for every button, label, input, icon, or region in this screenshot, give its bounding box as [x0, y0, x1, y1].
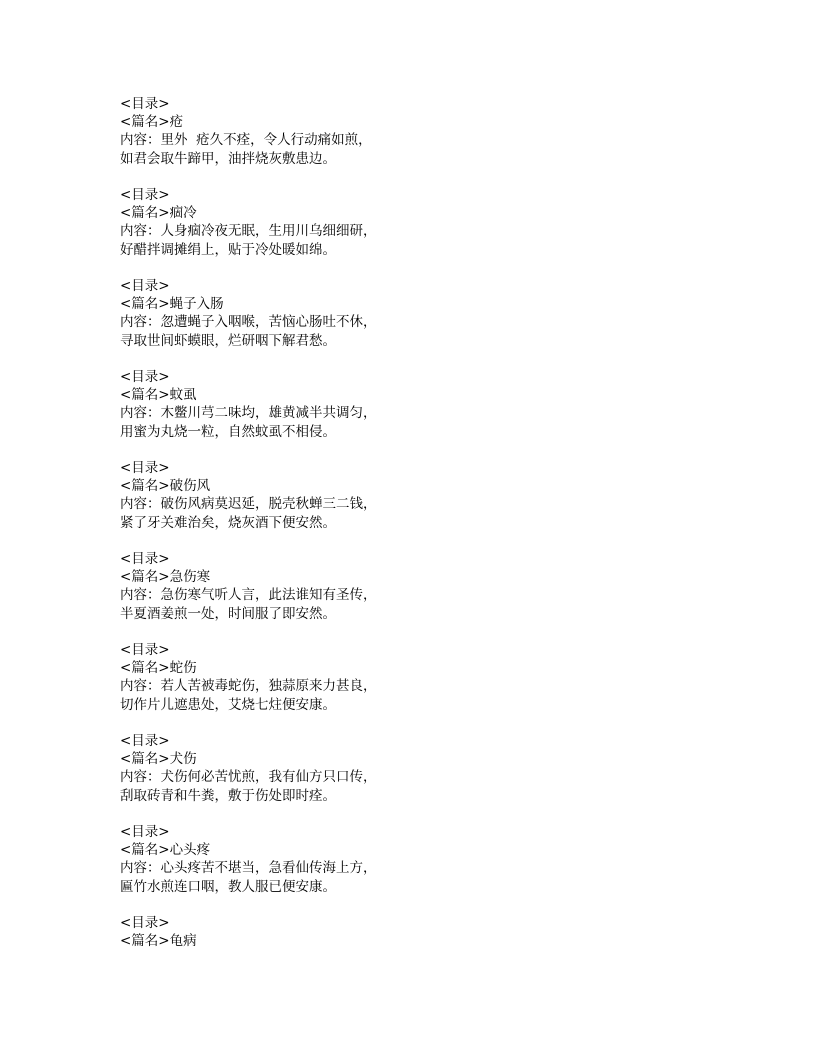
- entry-content-line: [120, 696, 720, 714]
- toc-marker: <目录>: [120, 187, 170, 203]
- entry-content-line: [120, 859, 720, 877]
- entry-title-line: [120, 386, 720, 404]
- entry-title: 急伤寒: [169, 569, 211, 586]
- entry-content-line: [120, 768, 720, 786]
- toc-marker: <目录>: [120, 369, 170, 385]
- entry-content-line: [120, 241, 720, 259]
- entry-block: [120, 550, 720, 623]
- entry-title-line: [120, 750, 720, 768]
- title-prefix: <篇名>: [120, 478, 170, 495]
- content-text: 急伤寒气听人言，此法谁知有圣传，: [160, 587, 377, 604]
- title-prefix: <篇名>: [120, 296, 170, 313]
- entry-block: [120, 95, 720, 168]
- entry-block: [120, 368, 720, 441]
- entry-title: 痼冷: [169, 205, 197, 222]
- entry-title: 破伤风: [169, 478, 211, 495]
- entry-block: [120, 823, 720, 896]
- entry-block: [120, 186, 720, 259]
- entry-title-line: [120, 477, 720, 495]
- content-text: 若人苦被毒蛇伤，独蒜原来力甚良，: [160, 678, 377, 695]
- toc-marker: <目录>: [120, 733, 170, 749]
- title-prefix: <篇名>: [120, 205, 170, 222]
- title-prefix: <篇名>: [120, 842, 170, 859]
- entry-title: 龟病: [169, 933, 197, 950]
- title-prefix: <篇名>: [120, 751, 170, 768]
- content-text: 寻取世间虾蟆眼，烂研咽下解君愁。: [120, 332, 336, 349]
- content-prefix: 内容：: [120, 223, 161, 240]
- entry-block: [120, 914, 720, 950]
- content-text: 里外 疮久不痊，令人行动痛如煎，: [160, 132, 372, 149]
- content-text: 木鳖川芎二味均，雄黄减半共调匀，: [160, 405, 377, 422]
- entry-content-line: [120, 495, 720, 513]
- toc-marker: <目录>: [120, 460, 170, 476]
- entry-title-line: [120, 204, 720, 222]
- entry-title: 蚊虱: [169, 387, 197, 404]
- content-prefix: 内容：: [120, 769, 161, 786]
- content-prefix: 内容：: [120, 678, 161, 695]
- entry-content-line: [120, 677, 720, 695]
- content-text: 刮取砖青和牛粪，敷于伤处即时痊。: [120, 787, 336, 804]
- toc-marker: <目录>: [120, 642, 170, 658]
- entry-title: 心头疼: [169, 842, 211, 859]
- entry-content-line: [120, 514, 720, 532]
- entry-content-line: [120, 423, 720, 441]
- content-text: 匾竹水煎连口咽，教人服已便安康。: [120, 878, 336, 895]
- entry-block: [120, 277, 720, 350]
- toc-marker: <目录>: [120, 551, 170, 567]
- entry-title-line: [120, 841, 720, 859]
- content-prefix: 内容：: [120, 860, 161, 877]
- entry-title: 犬伤: [169, 751, 197, 768]
- document-page: [120, 95, 720, 969]
- content-text: 切作片儿遮患处，艾烧七炷便安康。: [120, 696, 336, 713]
- content-text: 忽遭蝇子入咽喉，苦恼心肠吐不休，: [160, 314, 377, 331]
- title-prefix: <篇名>: [120, 933, 170, 950]
- entry-title: 蛇伤: [169, 660, 197, 677]
- toc-marker: <目录>: [120, 915, 170, 931]
- entry-block: [120, 641, 720, 714]
- entry-title: 疮: [169, 114, 184, 131]
- entry-content-line: [120, 586, 720, 604]
- entry-content-line: [120, 131, 720, 149]
- title-prefix: <篇名>: [120, 114, 170, 131]
- entry-title-line: [120, 932, 720, 950]
- entry-title-line: [120, 295, 720, 313]
- content-prefix: 内容：: [120, 132, 161, 149]
- title-prefix: <篇名>: [120, 387, 170, 404]
- content-text: 紧了牙关难治矣，烧灰酒下便安然。: [120, 514, 336, 531]
- content-prefix: 内容：: [120, 405, 161, 422]
- entry-block: [120, 732, 720, 805]
- entry-content-line: [120, 222, 720, 240]
- content-text: 好醋拌调摊绢上，贴于冷处暖如绵。: [120, 241, 336, 258]
- content-prefix: 内容：: [120, 496, 161, 513]
- title-prefix: <篇名>: [120, 660, 170, 677]
- entry-content-line: [120, 878, 720, 896]
- entry-content-line: [120, 313, 720, 331]
- entry-title-line: [120, 568, 720, 586]
- content-text: 用蜜为丸烧一粒，自然蚊虱不相侵。: [120, 423, 336, 440]
- entry-content-line: [120, 150, 720, 168]
- entry-content-line: [120, 787, 720, 805]
- content-text: 如君会取牛蹄甲，油拌烧灰敷患边。: [120, 150, 336, 167]
- entry-content-line: [120, 404, 720, 422]
- toc-marker: <目录>: [120, 96, 170, 112]
- entry-block: [120, 459, 720, 532]
- content-text: 半夏酒姜煎一处，时间服了即安然。: [120, 605, 336, 622]
- entry-title: 蝇子入肠: [169, 296, 224, 313]
- content-text: 破伤风病莫迟延，脱壳秋蝉三二钱，: [160, 496, 377, 513]
- entry-title-line: [120, 659, 720, 677]
- toc-marker: <目录>: [120, 824, 170, 840]
- entry-title-line: [120, 113, 720, 131]
- content-prefix: 内容：: [120, 587, 161, 604]
- content-text: 心头疼苦不堪当，急看仙传海上方，: [160, 860, 377, 877]
- content-text: 犬伤何必苦忧煎，我有仙方只口传，: [160, 769, 377, 786]
- content-prefix: 内容：: [120, 314, 161, 331]
- title-prefix: <篇名>: [120, 569, 170, 586]
- entry-content-line: [120, 332, 720, 350]
- toc-marker: <目录>: [120, 278, 170, 294]
- entry-content-line: [120, 605, 720, 623]
- content-text: 人身痼冷夜无眠，生用川乌细细研，: [160, 223, 377, 240]
